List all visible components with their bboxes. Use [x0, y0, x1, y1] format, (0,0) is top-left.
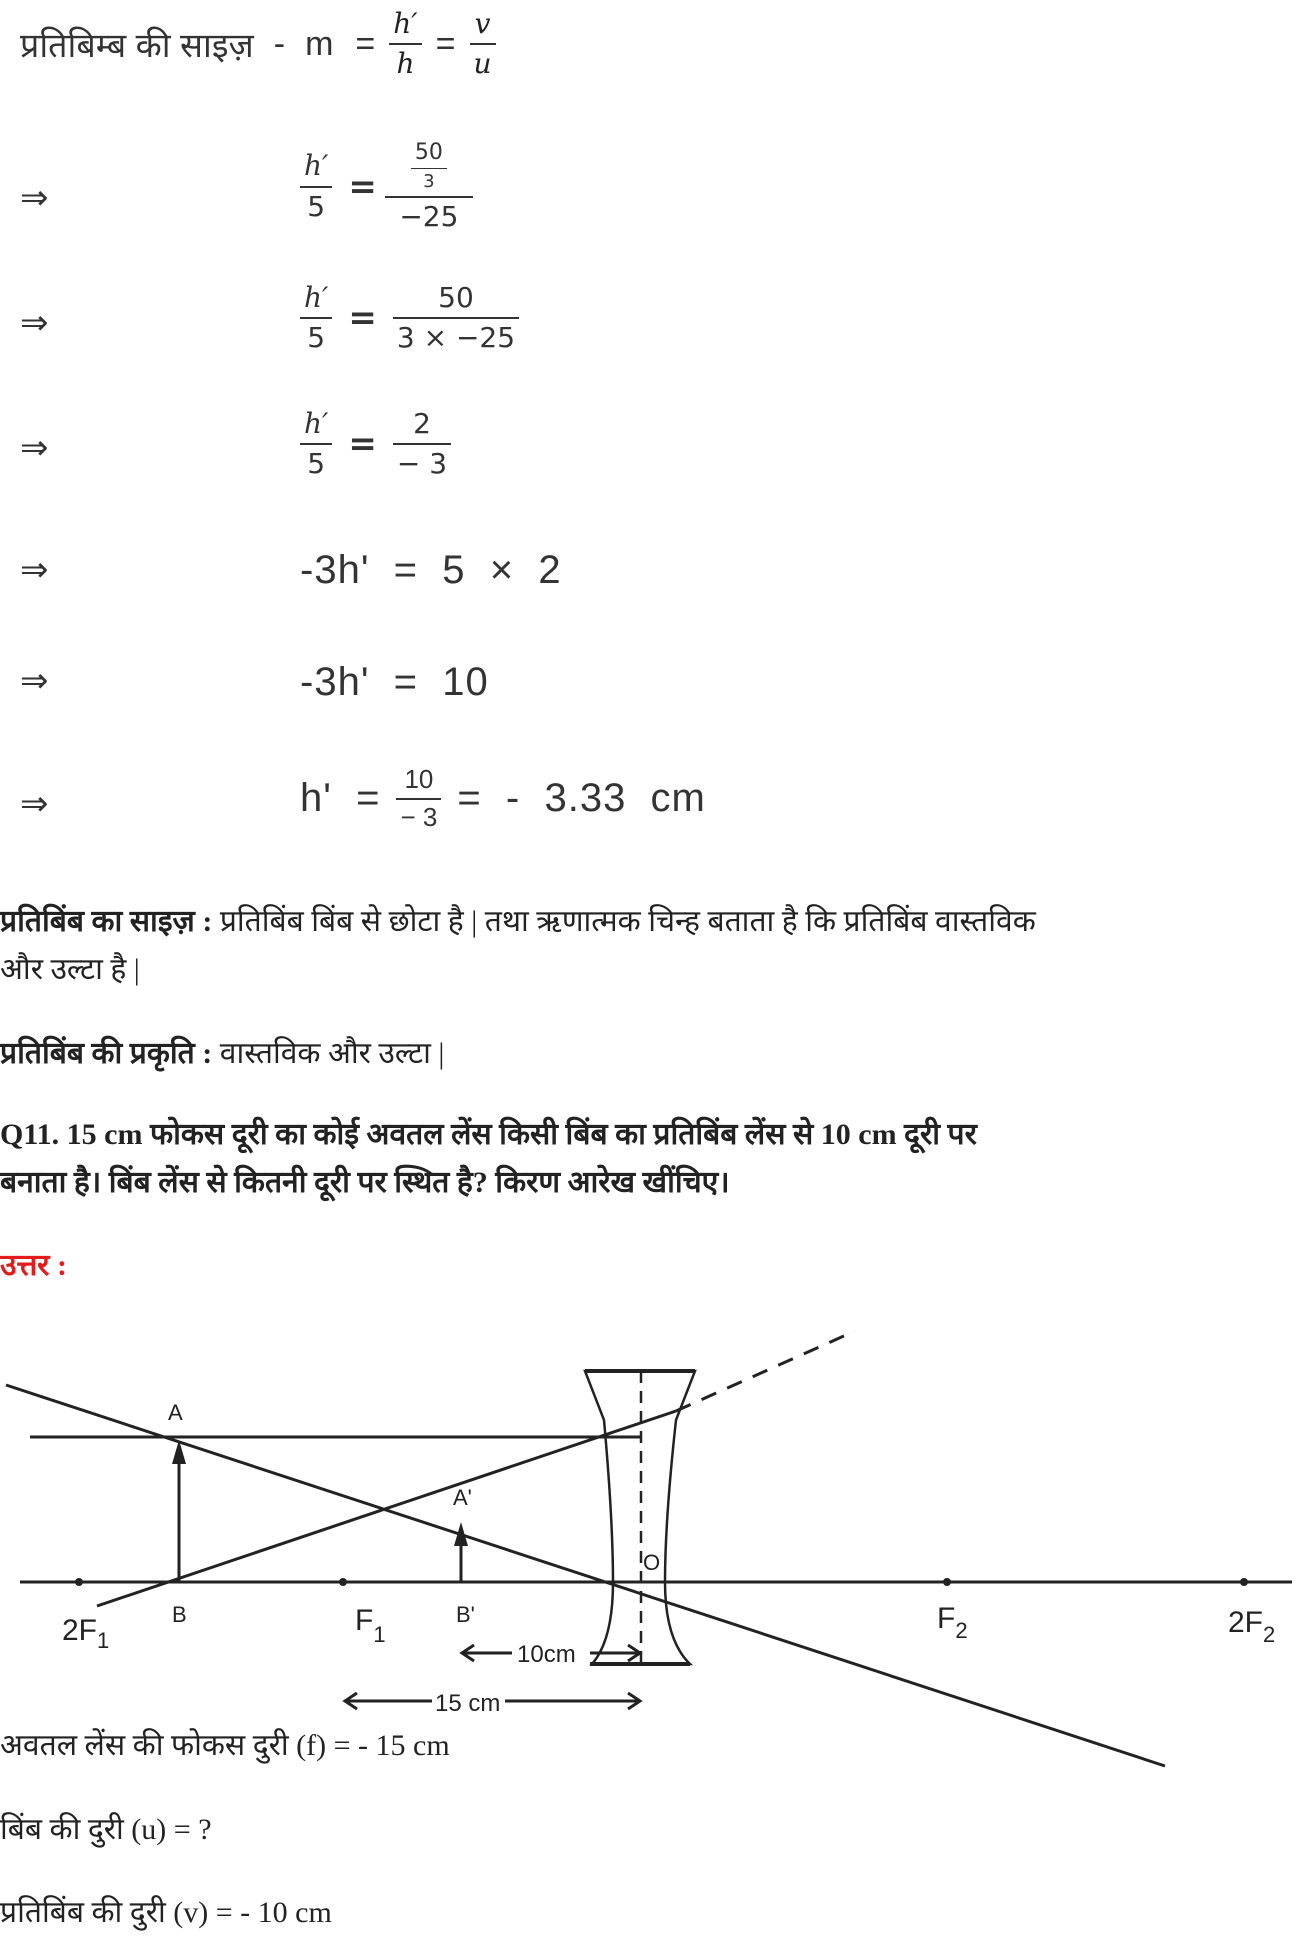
point-2f2 [1240, 1578, 1248, 1586]
image-size-text-line1: प्रतिबिंब बिंब से छोटा है | तथा ऋणात्मक चिन्ह बताता है कि प्रतिबिंब वास्तविक [219, 905, 1036, 938]
image-nature-paragraph [0, 1030, 444, 1078]
fraction-lhs: $\frac{h'}{5}$ [300, 150, 332, 222]
magnification-formula [20, 8, 496, 80]
answer-label: उत्तर : [0, 1249, 67, 1282]
implies-arrow-icon: ⇒ [20, 428, 49, 468]
implies-arrow-icon: ⇒ [20, 784, 49, 824]
given-image-distance: प्रतिबिंब की दुरी (v) = - 10 cm [0, 1896, 332, 1929]
point-2f1 [75, 1578, 83, 1586]
fraction-rhs: $\frac{50}{3 \times -25}$ [393, 282, 519, 354]
label-f2: $F_2$ [937, 1602, 968, 1643]
step-6-result: = - 3.33 cm [457, 776, 706, 821]
fraction-10-over-minus-3: $\frac{10}{- 3}$ [396, 765, 441, 833]
refracted-ray-extension [676, 1331, 855, 1411]
label-2f2: $2F_2$ [1228, 1606, 1276, 1647]
point-f1 [339, 1578, 347, 1586]
label-15cm: 15 cm [435, 1690, 501, 1717]
equals-sign: = [348, 298, 377, 339]
implies-arrow-icon: ⇒ [20, 303, 49, 343]
concave-lens-ray-diagram [0, 1300, 1306, 1717]
label-o: O [643, 1550, 661, 1575]
step-4: -3h' = 5 × 2 [300, 548, 562, 592]
question-line1: Q11. 15 cm फोकस दूरी का कोई अवतल लेंस किसी बिंब का प्रतिबिंब लेंस से 10 cm दूरी पर [0, 1118, 977, 1151]
fraction-v-over-u: $\frac{v}{u}$ [470, 8, 496, 80]
fraction-lhs: $\frac{h'}{5}$ [300, 408, 332, 480]
formula-m: m [305, 24, 334, 63]
question-q11 [0, 1111, 1306, 1207]
equals-sign: = [348, 166, 377, 207]
label-f1: $F_1$ [355, 1604, 386, 1647]
label-b-prime: B' [456, 1602, 475, 1627]
fraction-rhs-compound: $\frac{\frac{50}{3}}{-25}$ [393, 140, 465, 233]
step-6-lhs: h' = [300, 776, 381, 821]
formula-equals: = [355, 24, 376, 63]
fraction-lhs: $\frac{h'}{5}$ [300, 282, 332, 354]
image-size-text-line2: और उल्टा है | [0, 953, 140, 986]
step-5: -3h' = 10 [300, 660, 489, 704]
image-nature-label: प्रतिबिंब की प्रकृति : [0, 1037, 213, 1070]
fraction-h-prime-over-h: $\frac{h'}{h}$ [389, 8, 421, 80]
formula-dash: - [273, 24, 286, 63]
step-1 [300, 140, 465, 233]
step-2 [300, 282, 519, 354]
image-size-label: प्रतिबिंब का साइज़ : [0, 905, 213, 938]
label-a-prime: A' [453, 1485, 472, 1510]
label-a: A [168, 1400, 183, 1425]
implies-arrow-icon: ⇒ [20, 178, 49, 218]
label-b: B [172, 1602, 187, 1627]
given-focal-length: अवतल लेंस की फोकस दुरी (f) = - 15 cm [0, 1729, 450, 1762]
label-2f1: $2F_1$ [62, 1614, 110, 1653]
formula-label: प्रतिबिम्ब की साइज़ [20, 27, 254, 66]
step-6 [300, 765, 706, 833]
fraction-rhs: $\frac{2}{- 3}$ [393, 408, 451, 480]
question-line2: बनाता है। बिंब लेंस से कितनी दूरी पर स्थित है? किरण आरेख खींचिए। [0, 1166, 730, 1199]
point-f2 [943, 1578, 951, 1586]
implies-arrow-icon: ⇒ [20, 550, 49, 590]
formula-equals-2: = [435, 24, 456, 63]
implies-arrow-icon: ⇒ [20, 661, 49, 701]
step-3 [300, 408, 451, 480]
label-10cm: 10cm [517, 1641, 576, 1668]
equals-sign: = [348, 424, 377, 465]
given-object-distance: बिंब की दुरी (u) = ? [0, 1813, 212, 1846]
image-size-paragraph [0, 898, 1300, 994]
image-nature-text: वास्तविक और उल्टा | [219, 1037, 445, 1070]
fraction-50-over-3: $\frac{50}{3}$ [411, 140, 447, 193]
